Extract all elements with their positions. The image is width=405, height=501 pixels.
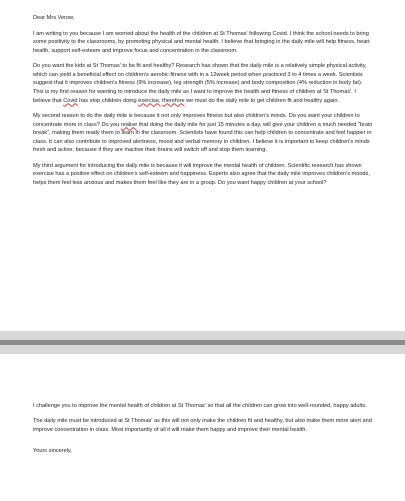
page-break-bar bbox=[0, 340, 405, 345]
paragraph-mental-health: My third argument for introducing the daily mile is because it will improve the mental health of children. Scientific research has shown exercise has a positive effect on children's self-esteem and happiness. Experts also agree that the daily mile improves children's moods, helps them feel less anxious and makes them feel like they are in a group. Do you want happy children at your school? bbox=[33, 162, 370, 186]
spellcheck-underline: exercise, bbox=[138, 97, 161, 104]
letter-body-page-2 bbox=[33, 402, 373, 462]
paragraph-challenge: I challenge you to improve the mental health of children at St Thomas' so that all the children can grow into well-rounded, happy adults. bbox=[33, 403, 367, 409]
paragraph-intro: I am writing to you because I am worried about the health of the children at St Thomas' following Covid. I think the school needs to bring some positivity to the classrooms, by promoting physical and mental health. I believe that bringing in the daily mile will help fitness, heart health, support self-esteem and improve focus and concentration in the classroom. bbox=[33, 30, 370, 54]
spellcheck-underline: realise bbox=[120, 121, 138, 128]
paragraph-minds: My second reason to do the daily mile is because it not only improves fitness but also children's minds. Do you want your children to concentrate more in class? Do you realise that doing the daily mile for just 15 minutes a day, will give your children a much needed "brain break", making them ready them to learn in the classroom. Scientists have found this can help children to concentrate and feel happier in class. It can also contribute to improved alertness, mood and verbal memory in children. I believe it is important to keep children's minds fresh and active, because if they are inactive their brains will switch off and stop them learning. bbox=[33, 112, 373, 154]
page-break bbox=[0, 331, 405, 354]
spellcheck-underline: therefore bbox=[162, 97, 185, 104]
document-page-2 bbox=[0, 354, 405, 501]
closing: Yours sincerely, bbox=[33, 447, 72, 454]
paragraph-conclusion: The daily mile must be introduced at St Thomas' as this will not only make the children fit and healthy, but also make them more alert and improve concentration in class. Most importantly of all it will make them happy and improve their mental health. bbox=[33, 418, 372, 433]
letter-body-page-1 bbox=[33, 14, 373, 194]
paragraph-fitness: Do you want the kids at St Thomas' to be fit and healthy? Research has shown that the daily mile is a relatively simple physical activity, which can yield a beneficial effect on children's aerobic fitness with in a 12week period when practiced 3 to 4 times a week. Scientists suggest that it improves children's fitness (9% increase), leg strength (5% increase) and body composition (4% reduction in body fat). This is my first reason for wanting to introduce the daily mile as I want to improve the health and fitness of children at St Thomas'. I believe that Covid has stop children doing exercise, therefore we must do the daily mile to get children fit and healthy again. bbox=[33, 63, 367, 104]
spellcheck-underline: Covid bbox=[63, 97, 78, 104]
salutation: Dear Mrs Verow, bbox=[33, 15, 75, 21]
